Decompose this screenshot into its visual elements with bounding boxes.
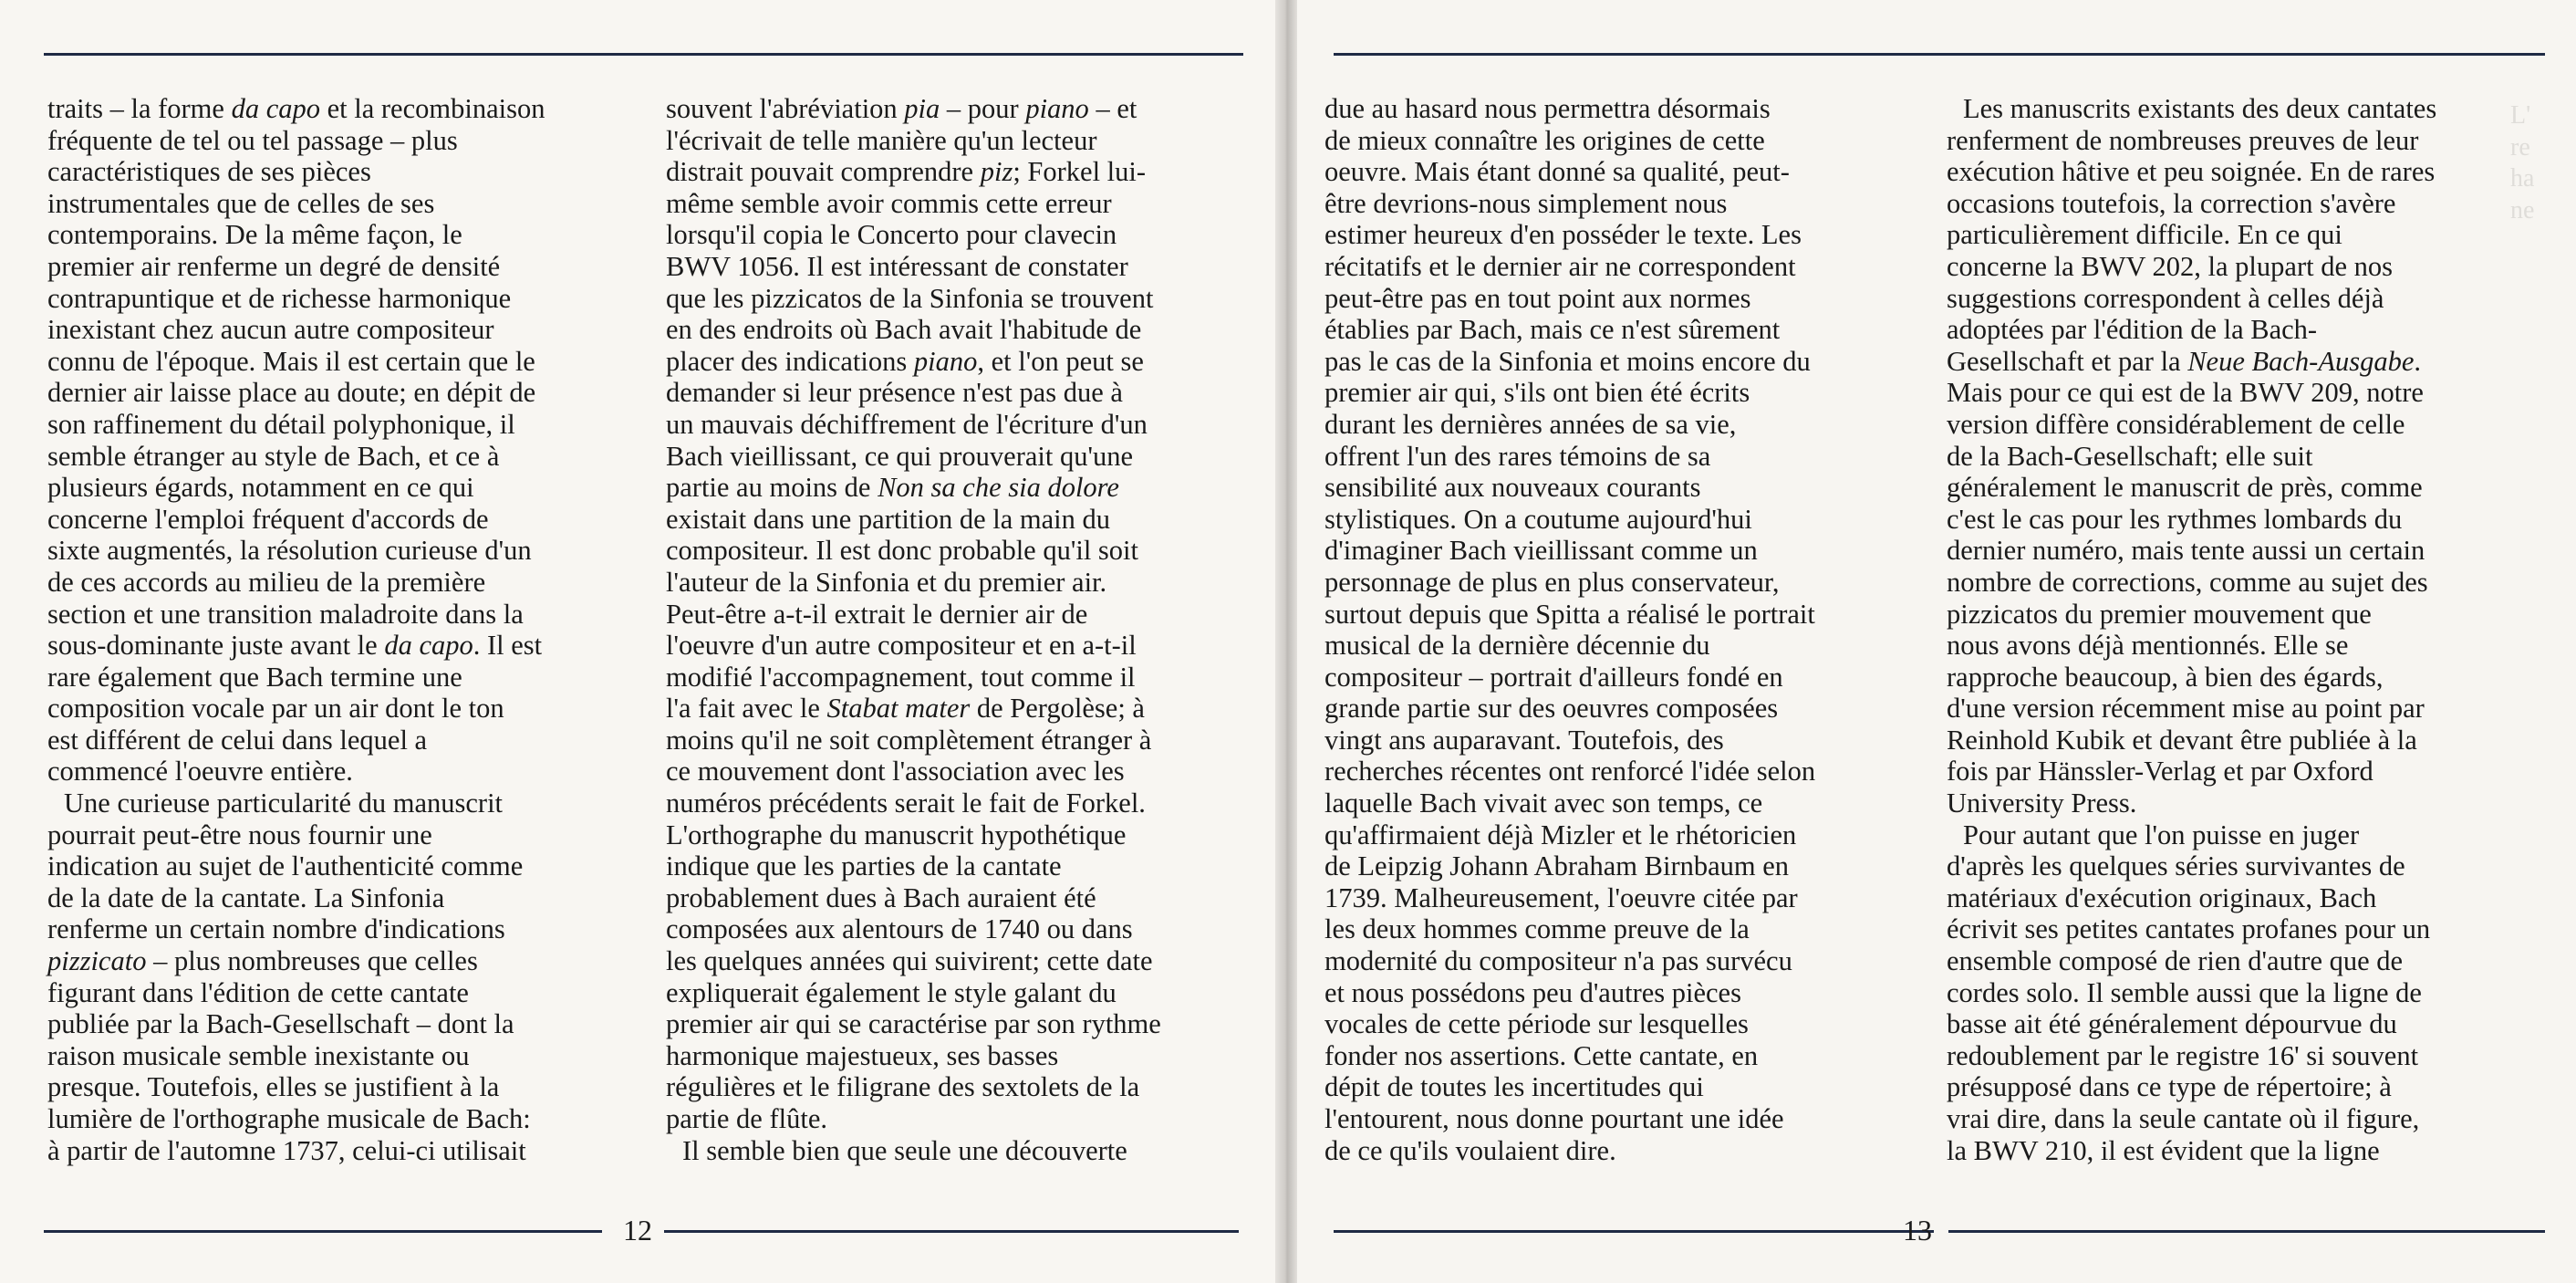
text-line: offrent l'un des rares témoins de sa: [1324, 440, 1711, 472]
text-line: distrait pouvait comprendre piz; Forkel lui-: [666, 156, 1147, 188]
text-line: de Leipzig Johann Abraham Birnbaum en: [1324, 850, 1790, 882]
text-line: de la date de la cantate. La Sinfonia: [47, 881, 445, 913]
left-page: [0, 0, 1275, 1283]
text-line: 1739. Malheureusement, l'oeuvre citée par: [1324, 881, 1798, 913]
text-line: premier air qui se caractérise par son rythme: [666, 1008, 1161, 1040]
text-line: laquelle Bach vivait avec son temps, ce: [1324, 788, 1763, 819]
text-line: régulières et le filigrane des sextolets de la: [666, 1071, 1140, 1103]
text-line: c'est le cas pour les rythmes lombards du: [1947, 503, 2403, 535]
text-line: Gesellschaft et par la Neue Bach-Ausgabe.: [1947, 345, 2421, 377]
text-line: instrumentales que de celles de ses: [47, 187, 435, 219]
text-line: contemporains. De la même façon, le: [47, 219, 462, 251]
book-gutter: [1275, 0, 1297, 1283]
text-line: modifié l'accompagnement, tout comme il: [666, 661, 1136, 693]
text-line: renferment de nombreuses preuves de leur: [1947, 124, 2419, 156]
text-line: BWV 1056. Il est intéressant de constater: [666, 250, 1128, 282]
text-line: recherches récentes ont renforcé l'idée selon: [1324, 756, 1816, 788]
text-line: matériaux d'exécution originaux, Bach: [1947, 881, 2377, 913]
show-through-text: L' re ha ne: [2510, 101, 2535, 224]
text-line: adoptées par l'édition de la Bach-: [1947, 314, 2318, 346]
text-line: présupposé dans ce type de répertoire; à: [1947, 1071, 2392, 1103]
text-line: contrapuntique et de richesse harmonique: [47, 282, 512, 314]
text-line: concerne la BWV 202, la plupart de nos: [1947, 250, 2393, 282]
text-line: de ce qu'ils voulaient dire.: [1324, 1134, 1616, 1166]
text-line: composition vocale par un air dont le ton: [47, 693, 504, 725]
text-line: dernier numéro, mais tente aussi un certain: [1947, 535, 2425, 567]
text-line: l'entourent, nous donne pourtant une idée: [1324, 1103, 1784, 1134]
text-line: d'après les quelques séries survivantes de: [1947, 850, 2405, 882]
text-column-2: [666, 93, 1161, 1166]
page-number: 13: [1903, 1214, 1932, 1246]
text-line: modernité du compositeur n'a pas survécu: [1324, 945, 1792, 977]
text-line: stylistiques. On a coutume aujourd'hui: [1324, 503, 1752, 535]
text-line: lumière de l'orthographe musicale de Bach:: [47, 1103, 531, 1134]
text-line: ensemble composé de rien d'autre que de: [1947, 945, 2404, 977]
top-rule: [1334, 53, 2545, 56]
text-line: indique que les parties de la cantate: [666, 850, 1062, 882]
text-line: due au hasard nous permettra désormais: [1324, 93, 1771, 124]
text-line: vrai dire, dans la seule cantate où il figure,: [1947, 1103, 2420, 1134]
text-line: l'a fait avec le Stabat mater de Pergolèse; à: [666, 693, 1145, 725]
text-line: de ces accords au milieu de la première: [47, 566, 486, 598]
text-line: qu'affirmaient déjà Mizler et le rhétoricien: [1324, 819, 1797, 850]
text-column-1: [47, 93, 545, 1166]
text-line: souvent l'abréviation pia – pour piano – et: [666, 93, 1137, 124]
text-line: compositeur. Il est donc probable qu'il soit: [666, 535, 1138, 567]
text-line: redoublement par le registre 16' si souvent: [1947, 1039, 2419, 1071]
text-line: connu de l'époque. Mais il est certain que le: [47, 345, 535, 377]
right-page: [1297, 0, 2576, 1283]
text-line: composées aux alentours de 1740 ou dans: [666, 913, 1133, 945]
text-line: compositeur – portrait d'ailleurs fondé en: [1324, 661, 1783, 693]
text-line: en des endroits où Bach avait l'habitude de: [666, 314, 1142, 346]
text-line: premier air renferme un degré de densité: [47, 250, 501, 282]
text-line: nombre de corrections, comme au sujet des: [1947, 566, 2428, 598]
text-line: expliquerait également le style galant du: [666, 976, 1117, 1008]
text-line: sous-dominante juste avant le da capo. Il est: [47, 630, 543, 662]
text-line: demander si leur présence n'est pas due à: [666, 377, 1123, 409]
text-line: harmonique majestueux, ses basses: [666, 1039, 1059, 1071]
bottom-rule-right: [1948, 1230, 2545, 1233]
text-line: dernier air laisse place au doute; en dépit de: [47, 377, 536, 409]
text-line: suggestions correspondent à celles déjà: [1947, 282, 2384, 314]
text-line: Pour autant que l'on puisse en juger: [1963, 819, 2360, 850]
text-line: probablement dues à Bach auraient été: [666, 881, 1096, 913]
text-line: premier air qui, s'ils ont bien été écrits: [1324, 377, 1750, 409]
text-line: University Press.: [1947, 788, 2137, 819]
text-line: la BWV 210, il est évident que la ligne: [1947, 1134, 2380, 1166]
text-line: vingt ans auparavant. Toutefois, des: [1324, 724, 1724, 756]
text-line: vocales de cette période sur lesquelles: [1324, 1008, 1749, 1040]
text-line: estimer heureux d'en posséder le texte. Les: [1324, 219, 1802, 251]
text-line: exécution hâtive et peu soignée. En de rares: [1947, 156, 2436, 188]
text-line: dépit de toutes les incertitudes qui: [1324, 1071, 1704, 1103]
text-line: partie au moins de Non sa che sia dolore: [666, 472, 1119, 504]
text-line: l'écrivait de telle manière qu'un lecteur: [666, 124, 1097, 156]
text-line: d'une version récemment mise au point par: [1947, 693, 2425, 725]
text-line: de mieux connaître les origines de cette: [1324, 124, 1765, 156]
text-line: nous avons déjà mentionnés. Elle se: [1947, 630, 2349, 662]
text-line: un mauvais déchiffrement de l'écriture d'un: [666, 408, 1148, 440]
text-line: son raffinement du détail polyphonique, il: [47, 408, 515, 440]
text-line: est différent de celui dans lequel a: [47, 724, 428, 756]
text-line: figurant dans l'édition de cette cantate: [47, 976, 469, 1008]
text-line: plusieurs égards, notamment en ce qui: [47, 472, 474, 504]
text-line: surtout depuis que Spitta a réalisé le portrait: [1324, 598, 1815, 630]
text-line: renferme un certain nombre d'indications: [47, 913, 505, 945]
text-line: sensibilité aux nouveaux courants: [1324, 472, 1701, 504]
text-line: fonder nos assertions. Cette cantate, en: [1324, 1039, 1759, 1071]
top-rule: [44, 53, 1243, 56]
text-line: indication au sujet de l'authenticité comme: [47, 850, 524, 882]
text-line: Bach vieillissant, ce qui prouverait qu'une: [666, 440, 1133, 472]
text-line: l'oeuvre d'un autre compositeur et en a-t-il: [666, 630, 1137, 662]
text-line: pourrait peut-être nous fournir une: [47, 819, 432, 850]
text-line: personnage de plus en plus conservateur,: [1324, 566, 1780, 598]
text-line: peut-être pas en tout point aux normes: [1324, 282, 1751, 314]
text-line: fois par Hänssler-Verlag et par Oxford: [1947, 756, 2373, 788]
text-line: section et une transition maladroite dans la: [47, 598, 524, 630]
bottom-rule-left: [1334, 1230, 1934, 1233]
text-line: concerne l'emploi fréquent d'accords de: [47, 503, 489, 535]
text-line: l'auteur de la Sinfonia et du premier air.: [666, 566, 1107, 598]
text-line: L'orthographe du manuscrit hypothétique: [666, 819, 1127, 850]
text-line: pas le cas de la Sinfonia et moins encore du: [1324, 345, 1811, 377]
text-line: cordes solo. Il semble aussi que la ligne de: [1947, 976, 2422, 1008]
text-column-2: [1947, 93, 2436, 1166]
text-line: à partir de l'automne 1737, celui-ci utilisait: [47, 1134, 526, 1166]
text-line: oeuvre. Mais étant donné sa qualité, peut-: [1324, 156, 1790, 188]
text-line: Les manuscrits existants des deux cantates: [1963, 93, 2437, 124]
text-line: récitatifs et le dernier air ne correspondent: [1324, 250, 1796, 282]
text-line: placer des indications piano, et l'on peut se: [666, 345, 1144, 377]
text-line: généralement le manuscrit de près, comme: [1947, 472, 2423, 504]
text-line: occasions toutefois, la correction s'avère: [1947, 187, 2396, 219]
text-line: caractéristiques de ses pièces: [47, 156, 371, 188]
text-line: presque. Toutefois, elles se justifient à la: [47, 1071, 500, 1103]
text-line: traits – la forme da capo et la recombinaison: [47, 93, 545, 124]
text-line: fréquente de tel ou tel passage – plus: [47, 124, 458, 156]
text-line: écrivit ses petites cantates profanes pour un: [1947, 913, 2431, 945]
text-line: de la Bach-Gesellschaft; elle suit: [1947, 440, 2313, 472]
page-number: 12: [623, 1214, 652, 1246]
text-line: pizzicatos du premier mouvement que: [1947, 598, 2372, 630]
bottom-rule-right: [664, 1230, 1239, 1233]
text-line: même semble avoir commis cette erreur: [666, 187, 1112, 219]
text-line: inexistant chez aucun autre compositeur: [47, 314, 494, 346]
text-line: numéros précédents serait le fait de Forkel.: [666, 788, 1146, 819]
text-line: d'imaginer Bach vieillissant comme un: [1324, 535, 1758, 567]
text-line: ce mouvement dont l'association avec les: [666, 756, 1125, 788]
text-line: commencé l'oeuvre entière.: [47, 756, 353, 788]
text-line: raison musicale semble inexistante ou: [47, 1039, 470, 1071]
text-line: pizzicato – plus nombreuses que celles: [47, 945, 478, 977]
text-line: partie de flûte.: [666, 1103, 827, 1134]
text-line: existait dans une partition de la main du: [666, 503, 1111, 535]
text-line: les quelques années qui suivirent; cette date: [666, 945, 1153, 977]
text-line: particulièrement difficile. En ce qui: [1947, 219, 2342, 251]
text-line: les deux hommes comme preuve de la: [1324, 913, 1750, 945]
text-line: version diffère considérablement de celle: [1947, 408, 2405, 440]
text-line: lorsqu'il copia le Concerto pour clavecin: [666, 219, 1117, 251]
text-line: être devrions-nous simplement nous: [1324, 187, 1728, 219]
text-line: Reinhold Kubik et devant être publiée à la: [1947, 724, 2417, 756]
text-line: Mais pour ce qui est de la BWV 209, notre: [1947, 377, 2424, 409]
text-line: durant les dernières années de sa vie,: [1324, 408, 1737, 440]
text-line: rapproche beaucoup, à bien des égards,: [1947, 661, 2384, 693]
text-column-1: [1324, 93, 1815, 1166]
text-line: sixte augmentés, la résolution curieuse d'un: [47, 535, 532, 567]
text-line: semble étranger au style de Bach, et ce à: [47, 440, 500, 472]
text-line: publiée par la Bach-Gesellschaft – dont la: [47, 1008, 514, 1040]
text-line: Une curieuse particularité du manuscrit: [64, 788, 504, 819]
text-line: rare également que Bach termine une: [47, 661, 462, 693]
text-line: musical de la dernière décennie du: [1324, 630, 1710, 662]
text-line: et nous possédons peu d'autres pièces: [1324, 976, 1741, 1008]
text-line: Peut-être a-t-il extrait le dernier air de: [666, 598, 1088, 630]
text-line: basse ait été généralement dépourvue du: [1947, 1008, 2397, 1040]
bottom-rule-left: [44, 1230, 602, 1233]
text-line: Il semble bien que seule une découverte: [682, 1134, 1127, 1166]
text-line: grande partie sur des oeuvres composées: [1324, 693, 1779, 725]
text-line: que les pizzicatos de la Sinfonia se trouvent: [666, 282, 1154, 314]
text-line: moins qu'il ne soit complètement étranger à: [666, 724, 1152, 756]
text-line: établies par Bach, mais ce n'est sûrement: [1324, 314, 1781, 346]
